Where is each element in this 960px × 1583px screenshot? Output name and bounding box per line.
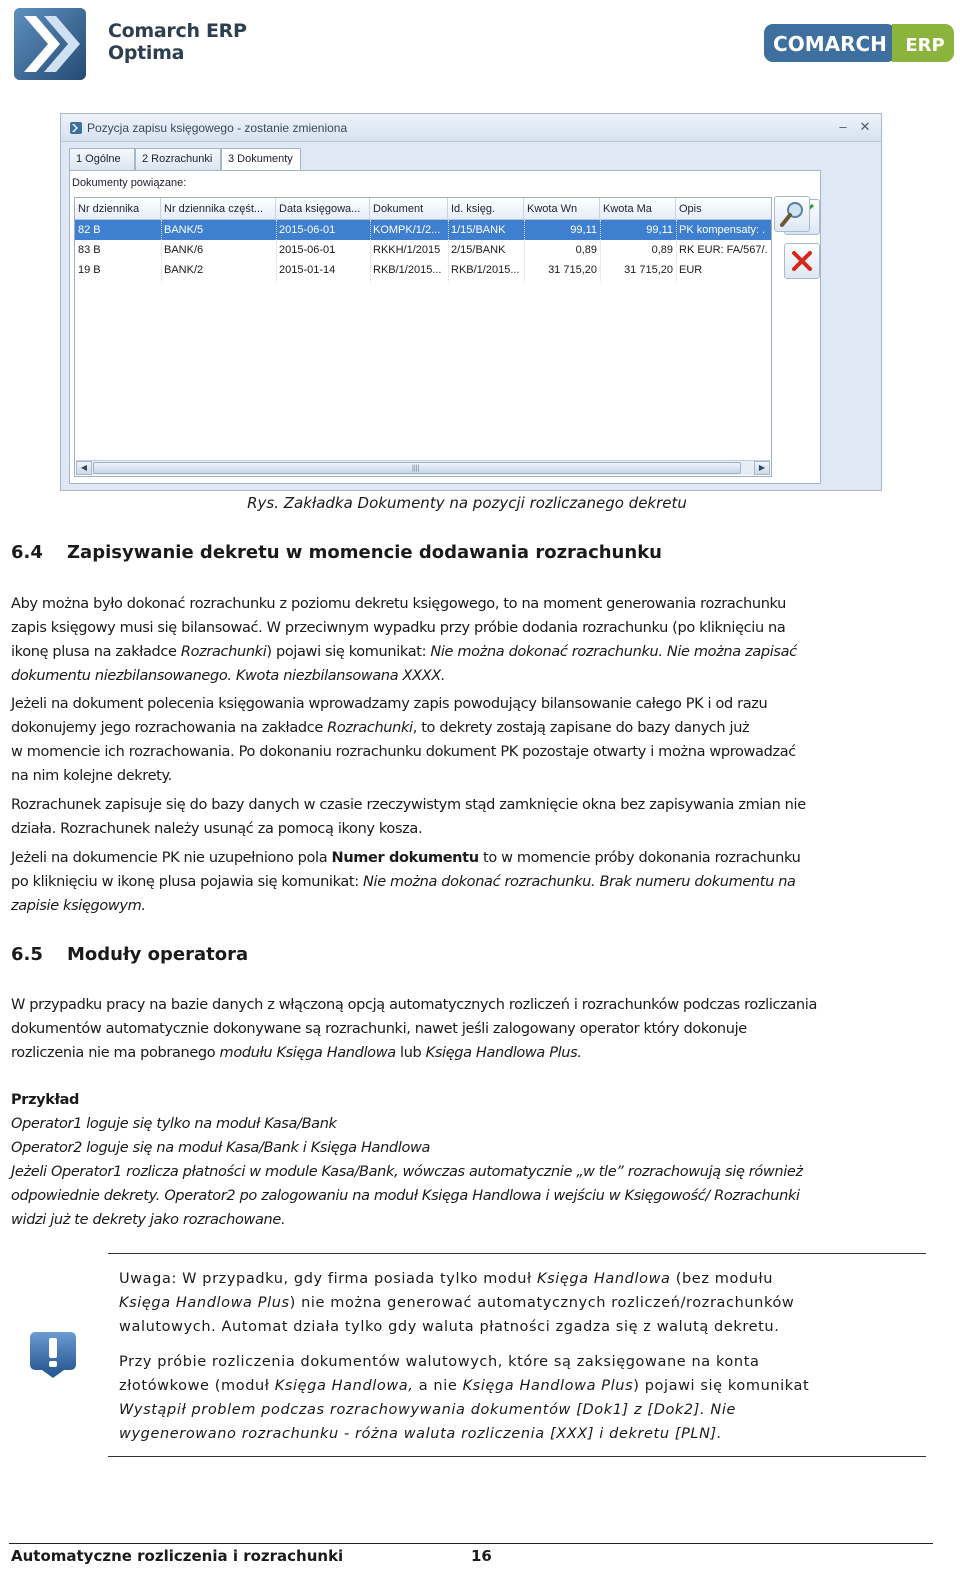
text-run-italic: Księga Handlowa bbox=[536, 1271, 671, 1287]
text-line bbox=[119, 1291, 915, 1315]
comarch-erp-logo-icon bbox=[764, 24, 954, 62]
text-run: ) pojawi się komunikat: bbox=[266, 644, 431, 660]
column-nr-dziennika-czastkowego[interactable]: Nr dziennika częśt... bbox=[161, 198, 276, 220]
scroll-right-button[interactable]: ▶ bbox=[754, 461, 770, 475]
text-line bbox=[119, 1374, 915, 1398]
text-line bbox=[11, 1041, 923, 1065]
note-top-rule bbox=[108, 1253, 926, 1254]
text-run: dokonujemy jego rozrachowania na zakładce bbox=[11, 720, 328, 736]
cell-data-ksiegowania: 2015-06-01 bbox=[279, 244, 336, 256]
cell-nr-dziennika-czastkowego: BANK/2 bbox=[164, 264, 204, 276]
section-number: 6.5 bbox=[11, 944, 43, 965]
text-line: dokumentów automatycznie dokonywane są rozrachunki, nawet jeśli zalogowany operator który dokonuje bbox=[11, 1021, 747, 1037]
app-icon bbox=[69, 121, 83, 135]
text-run-italic: wygenerowano rozrachunku - różna waluta rozliczenia [XXX] i dekretu [PLN]. bbox=[119, 1426, 723, 1442]
text-run-italic: Księga Handlowa Plus. bbox=[425, 1045, 582, 1061]
product-name-line1: Comarch ERP bbox=[108, 20, 247, 42]
tab-rozrachunki[interactable]: 2 Rozrachunki bbox=[135, 148, 221, 170]
documents-grid[interactable] bbox=[74, 197, 772, 477]
text-run-bold: Numer dokumentu bbox=[331, 850, 479, 866]
text-run: Jeżeli na dokumencie PK nie uzupełniono pola bbox=[11, 850, 332, 866]
cell-nr-dziennika-czastkowego: BANK/6 bbox=[164, 244, 204, 256]
text-run-italic: widzi już te dekrety jako rozrachowane. bbox=[11, 1212, 286, 1228]
cell-kwota-wn: 0,89 bbox=[575, 244, 597, 256]
cell-kwota-ma: 0,89 bbox=[651, 244, 673, 256]
text-line: Aby można było dokonać rozrachunku z poziomu dekretu księgowego, to na moment generowania rozrachunku bbox=[11, 596, 786, 612]
text-run: a nie bbox=[413, 1378, 463, 1394]
text-line bbox=[11, 870, 923, 894]
table-row[interactable] bbox=[75, 220, 771, 240]
column-opis[interactable]: Opis bbox=[679, 203, 702, 215]
cell-kwota-ma: 99,11 bbox=[646, 224, 673, 236]
text-run-italic: Rozrachunki bbox=[180, 644, 267, 660]
text-line bbox=[11, 640, 923, 664]
text-run: ) pojawi się komunikat bbox=[633, 1378, 810, 1394]
note-paragraph-2 bbox=[119, 1350, 915, 1446]
page-header bbox=[0, 0, 960, 90]
cell-kwota-wn: 31 715,20 bbox=[548, 264, 597, 276]
cell-id-ksiegowy: RKB/1/2015... bbox=[451, 264, 520, 276]
note-bottom-rule bbox=[108, 1456, 926, 1457]
text-line bbox=[11, 1112, 923, 1136]
cell-nr-dziennika: 19 B bbox=[78, 264, 101, 276]
note-paragraph-1 bbox=[119, 1267, 915, 1339]
table-row[interactable] bbox=[75, 260, 771, 280]
column-kwota-ma[interactable]: Kwota Ma bbox=[600, 198, 676, 220]
paragraph-5 bbox=[11, 993, 923, 1065]
paragraph-1 bbox=[11, 592, 923, 688]
text-run-italic: Wystąpił problem podczas rozrachowywania dokumentów [Dok1] z [Dok2]. Nie bbox=[119, 1402, 737, 1418]
scroll-grip-icon: |||| bbox=[412, 465, 420, 472]
text-run-italic: Księga Handlowa Plus bbox=[119, 1295, 290, 1311]
text-run-italic: dokumentu niezbilansowanego. Kwota niezbilansowana XXXX. bbox=[11, 668, 446, 684]
optima-logo-icon bbox=[14, 8, 86, 80]
column-divider bbox=[161, 220, 162, 282]
figure-caption: Rys. Zakładka Dokumenty na pozycji rozliczanego dekretu bbox=[247, 494, 687, 512]
column-dokument[interactable]: Dokument bbox=[370, 198, 448, 220]
text-line bbox=[11, 894, 923, 918]
cell-data-ksiegowania: 2015-01-14 bbox=[279, 264, 336, 276]
documents-panel bbox=[69, 170, 821, 484]
cell-opis: EUR bbox=[679, 264, 703, 276]
footer-title: Automatyczne rozliczenia i rozrachunki bbox=[11, 1547, 344, 1565]
text-run-italic: modułu Księga Handlowa bbox=[219, 1045, 396, 1061]
magnifier-icon bbox=[778, 200, 806, 228]
text-line: Rozrachunek zapisuje się do bazy danych w czasie rzeczywistym stąd zamknięcie okna bez zapisywania zmian nie bbox=[11, 797, 806, 813]
text-run-italic: Nie można dokonać rozrachunku. Nie można zapisać bbox=[430, 644, 797, 660]
text-run: ikonę plusa na zakładce bbox=[11, 644, 181, 660]
text-line: Przy próbie rozliczenia dokumentów walutowych, które są zaksięgowane na konta bbox=[119, 1354, 760, 1370]
product-name bbox=[108, 20, 247, 64]
text-run-italic: Księga Handlowa Plus bbox=[462, 1378, 634, 1394]
text-run-italic: Jeżeli Operator1 rozlicza płatności w module Kasa/Bank, wówczas automatycznie „w tle” rozrachowują się również bbox=[11, 1164, 803, 1180]
paragraph-4 bbox=[11, 846, 923, 918]
paragraph-3 bbox=[11, 793, 923, 841]
cell-dokument: RKB/1/2015... bbox=[373, 264, 442, 276]
text-line bbox=[119, 1422, 915, 1446]
paragraph-2 bbox=[11, 692, 923, 788]
section-title: Moduły operatora bbox=[67, 944, 249, 965]
text-line: na nim kolejne dekrety. bbox=[11, 768, 172, 784]
scroll-left-button[interactable]: ◀ bbox=[76, 461, 92, 475]
example-block bbox=[11, 1088, 923, 1232]
brand-suffix-text: ERP bbox=[905, 35, 945, 56]
text-run: po kliknięciu w ikonę plusa pojawia się komunikat: bbox=[11, 874, 364, 890]
tab-dokumenty[interactable]: 3 Dokumenty bbox=[221, 148, 301, 171]
text-run-italic: Rozrachunki bbox=[327, 720, 413, 736]
column-kwota-wn[interactable]: Kwota Wn bbox=[524, 198, 600, 220]
delete-button[interactable] bbox=[784, 243, 820, 279]
brand-text: COMARCH bbox=[773, 32, 887, 56]
text-line bbox=[11, 716, 923, 740]
window-title: Pozycja zapisu księgowego - zostanie zmieniona bbox=[87, 121, 348, 135]
text-run-italic: Księga Handlowa, bbox=[274, 1378, 414, 1394]
example-heading-text: Przykład bbox=[11, 1092, 80, 1108]
text-run-italic: Operator2 loguje się na moduł Kasa/Bank i Księga Handlowa bbox=[11, 1140, 431, 1156]
cell-id-ksiegowy: 1/15/BANK bbox=[451, 224, 506, 236]
text-line bbox=[119, 1267, 915, 1291]
text-run-italic: zapisie księgowym. bbox=[11, 898, 146, 914]
text-line bbox=[11, 1208, 923, 1232]
footer-rule bbox=[9, 1543, 933, 1544]
text-line bbox=[11, 664, 923, 688]
text-line bbox=[11, 1160, 923, 1184]
minimize-button[interactable]: – bbox=[839, 119, 847, 134]
tab-ogolne[interactable]: 1 Ogólne bbox=[69, 148, 135, 170]
text-run: , to dekrety zostają zapisane do bazy danych już bbox=[412, 720, 750, 736]
text-line bbox=[11, 846, 923, 870]
close-button[interactable]: ✕ bbox=[859, 119, 871, 134]
cell-id-ksiegowy: 2/15/BANK bbox=[451, 244, 506, 256]
text-run: (bez modułu bbox=[670, 1271, 774, 1287]
scroll-thumb[interactable] bbox=[93, 462, 741, 474]
text-line: zapis księgowy musi się bilansować. W przeciwnym wypadku przy próbie dodania rozrachunku (po kliknięciu na bbox=[11, 620, 786, 636]
text-run: to w momencie próby dokonania rozrachunku bbox=[478, 850, 801, 866]
text-line bbox=[119, 1398, 915, 1422]
product-name-line2: Optima bbox=[108, 42, 185, 64]
section-number: 6.4 bbox=[11, 542, 43, 563]
column-divider bbox=[370, 220, 371, 282]
table-row[interactable] bbox=[75, 240, 771, 260]
column-divider bbox=[276, 220, 277, 282]
preview-button[interactable] bbox=[774, 196, 810, 232]
dialog-window bbox=[60, 113, 882, 491]
horizontal-scrollbar[interactable] bbox=[76, 460, 770, 475]
text-run-italic: Operator1 loguje się tylko na moduł Kasa/Bank bbox=[11, 1116, 337, 1132]
column-divider bbox=[524, 220, 525, 282]
example-heading bbox=[11, 1088, 923, 1112]
text-line: w momencie ich rozrachowania. Po dokonaniu rozrachunku dokument PK pozostaje otwarty i można wprowadzać bbox=[11, 744, 796, 760]
cell-kwota-wn: 99,11 bbox=[570, 224, 597, 236]
text-run-italic: Nie można dokonać rozrachunku. Brak numeru dokumentu na bbox=[363, 874, 796, 890]
text-run: lub bbox=[395, 1045, 426, 1061]
cell-kwota-ma: 31 715,20 bbox=[624, 264, 673, 276]
cell-nr-dziennika: 83 B bbox=[78, 244, 101, 256]
related-documents-label: Dokumenty powiązane: bbox=[72, 177, 187, 189]
column-divider bbox=[600, 220, 601, 282]
cell-nr-dziennika-czastkowego: BANK/5 bbox=[164, 224, 204, 236]
grid-header bbox=[75, 198, 771, 220]
window-title-bar[interactable] bbox=[61, 114, 881, 142]
column-data-ksiegowania[interactable]: Data księgowa... bbox=[276, 198, 370, 220]
column-divider bbox=[448, 220, 449, 282]
text-run: rozliczenia nie ma pobranego bbox=[11, 1045, 220, 1061]
text-run: złotówkowe (moduł bbox=[119, 1378, 275, 1394]
text-run: ) nie można generować automatycznych rozliczeń/rozrachunków bbox=[289, 1295, 795, 1311]
text-run-italic: odpowiednie dekrety. Operator2 po zalogowaniu na moduł Księga Handlowa i wejściu w Księgowość/ Rozrachunki bbox=[11, 1188, 800, 1204]
section-heading-6-5 bbox=[11, 944, 248, 965]
page-number: 16 bbox=[471, 1547, 492, 1565]
text-run: Uwaga: W przypadku, gdy firma posiada tylko moduł bbox=[119, 1271, 537, 1287]
column-nr-dziennika[interactable]: Nr dziennika bbox=[75, 198, 161, 220]
section-title: Zapisywanie dekretu w momencie dodawania rozrachunku bbox=[67, 542, 662, 563]
cell-nr-dziennika: 82 B bbox=[78, 224, 101, 236]
cell-dokument: RKKH/1/2015 bbox=[373, 244, 441, 256]
column-id-ksiegowy[interactable]: Id. księg. bbox=[448, 198, 524, 220]
cell-opis: PK kompensaty: . bbox=[679, 224, 766, 236]
warning-exclamation-icon bbox=[28, 1330, 78, 1380]
text-line: działa. Rozrachunek należy usunąć za pomocą ikony kosza. bbox=[11, 821, 423, 837]
column-divider bbox=[676, 220, 677, 282]
cell-data-ksiegowania: 2015-06-01 bbox=[279, 224, 336, 236]
cell-opis: RK EUR: FA/567/. bbox=[679, 244, 768, 256]
delete-icon bbox=[788, 247, 816, 275]
text-line bbox=[11, 1136, 923, 1160]
cell-dokument: KOMPK/1/2... bbox=[373, 224, 441, 236]
text-line: Jeżeli na dokument polecenia księgowania wprowadzamy zapis powodujący bilansowanie całego PK i od razu bbox=[11, 696, 768, 712]
section-heading-6-4 bbox=[11, 542, 662, 563]
text-line: W przypadku pracy na bazie danych z włączoną opcją automatycznych rozliczeń i rozrachunków podczas rozliczania bbox=[11, 997, 817, 1013]
text-line: walutowych. Automat działa tylko gdy waluta płatności zgadza się z walutą dekretu. bbox=[119, 1319, 780, 1335]
text-line bbox=[11, 1184, 923, 1208]
